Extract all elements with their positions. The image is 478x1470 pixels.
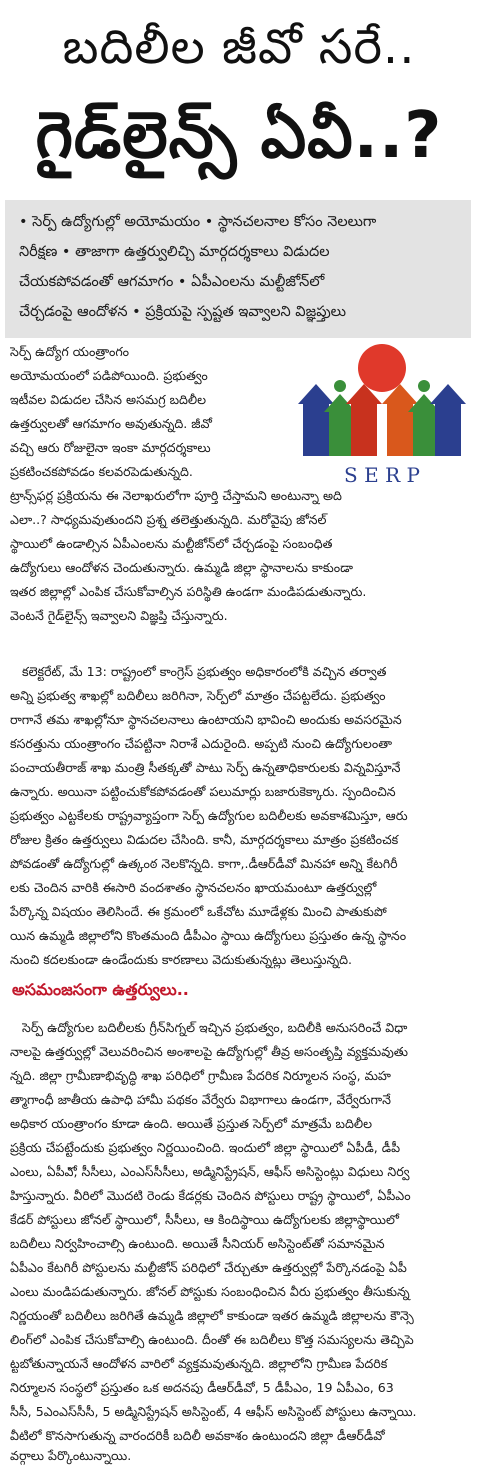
intro-line: స్థాయిలో ఉండాల్సిన ఏపీఎంలను మల్టీజోన్‌లో చేర్చడంపై సంబంధిత	[10, 536, 333, 551]
intro-line: అయోమయంలో పడిపోయింది. ప్రభుత్వం	[10, 368, 208, 383]
body-line: న్నది. జిల్లా గ్రామీణాభివృద్ధి శాఖ పరిధిలో గ్రామీణ పేదరిక నిర్మూలన సంస్థ, మహ	[10, 1068, 391, 1083]
body-line: అన్ని ప్రభుత్వ శాఖల్లో బదిలీలు జరిగినా, సెర్ప్‌లో మాత్రం చేపట్టలేదు. ప్రభుత్వం	[10, 688, 386, 703]
body-line: రోజుల క్రితం ఉత్తర్వులు విడుదల చేసింది. కానీ, మార్గదర్శకాలు మాత్రం ప్రకటించక	[10, 832, 399, 847]
body-line: ఉన్నారు. అయినా పట్టించుకోకపోవడంతో పలుమార్లు బజారుకెక్కారు. స్పందించిన	[10, 784, 396, 799]
intro-line: వచ్చి ఆరు రోజులైనా ఇంకా మార్గదర్శకాలు	[10, 440, 211, 455]
body-line: నిర్మూలన సంస్థలో ప్రస్తుతం ఒక అదనపు డీఆర్‌డీవో, 5 డీపీఎం, 19 ఏపీఎం, 63	[10, 1380, 394, 1395]
body-line: సెర్ప్ ఉద్యోగుల బదిలీలకు గ్రీన్‌సిగ్నల్ ఇచ్చిన ప్రభుత్వం, బదిలీకి అనుసరించే విధా	[22, 1020, 408, 1035]
body-line: ఎంలు మండిపడుతున్నారు. జోనల్ పోస్టుకు సంబంధించిన వీరు ప్రభుత్వం తీసుకున్న	[10, 1284, 410, 1299]
body-line: ప్రక్రియ చేపట్టేందుకు ప్రభుత్వం నిర్ణయించింది. ఇందులో జిల్లా స్థాయిలో ఏపీడీ, డీపీ	[10, 1140, 401, 1155]
body-line: నుంచి కదలకుండా ఉండేందుకు కారణాలు వెదుకుతున్నట్లు తెలుస్తున్నది.	[10, 952, 352, 967]
intro-line: ప్రకటించకపోవడం కలవరపెడుతున్నది.	[10, 464, 193, 479]
serp-logo-graphic	[294, 342, 470, 490]
body-line: లింగ్‌లో ఎంపిక చేసుకోవాల్సి ఉంటుంది. దీంతో ఈ బదిలీలు కొత్త సమస్యలను తెచ్చిపె	[10, 1332, 414, 1347]
body-line: కలెక్టరేట్, మే 13: రాష్ట్రంలో కాంగ్రెస్ ప్రభుత్వం అధికారంలోకి వచ్చిన తర్వాత	[22, 664, 387, 679]
body-line: ప్రభుత్వం ఎట్టకేలకు రాష్ట్రవ్యాప్తంగా సెర్ప్ ఉద్యోగుల బదిలీలకు అవకాశమిస్తూ, ఆరు	[10, 808, 408, 823]
section-subheading: అసమంజసంగా ఉత్తర్వులు..	[12, 980, 189, 999]
intro-line: ఉత్తర్వులతో ఆగమాగం అవుతున్నది. జీవో	[10, 416, 212, 431]
intro-line: ట్రాన్స్‌ఫర్ల ప్రక్రియను ఈ నెలాఖరులోగా పూర్తి చేస్తామని అంటున్నా అది	[10, 488, 342, 503]
body-line: త్మాగాంధీ జాతీయ ఉపాధి హామీ పథకం వేర్వేరు విభాగాలు ఉండగా, వేర్వేరుగానే	[10, 1092, 391, 1107]
headline-line-1: బదిలీల జీవో సరే..	[62, 19, 416, 75]
body-line: కేడర్ పోస్టులు జోనల్ స్థాయిలో, సీసీలు, ఆ కిందిస్థాయి ఉద్యోగులకు జిల్లాస్థాయిలో	[10, 1212, 399, 1227]
body-line: నాలపై ఉత్తర్వుల్లో వెలువరించిన అంశాలపై ఉద్యోగుల్లో తీవ్ర అసంతృప్తి వ్యక్తమవుతు	[10, 1044, 408, 1059]
body-line: సీసీ, 5ఎంఎస్‌సీసీ, 5 అడ్మినిస్ట్రేషన్ అసిస్టెంట్, 4 ఆఫీస్ అసిస్టెంట్ పోస్టులు ఉన్నాయి.	[10, 1404, 417, 1419]
headline-line-2: గైడ్‌లైన్స్ ఏవీ..?	[35, 99, 443, 173]
intro-line: ఉద్యోగులు ఆందోళన చెందుతున్నారు. ఉమ్మడి జిల్లా స్థానాలను కాకుండా	[10, 560, 354, 575]
body-line: పంచాయతీరాజ్ శాఖ మంత్రి సీతక్కతో పాటు సెర్ప్ ఉన్నతాధికారులకు విన్నవిస్తూనే	[10, 760, 401, 775]
body-line: నిర్ణయంతో బదిలీలు జరిగితే ఉమ్మడి జిల్లాలో కాకుండా ఇతర ఉమ్మడి జిల్లాలను కౌన్సె	[10, 1308, 414, 1323]
body-line: రాగానే తమ శాఖల్లోనూ స్థానచలనాలు ఉంటాయని భావించి అందుకు అవసరమైన	[10, 712, 402, 727]
serp-logo	[294, 342, 470, 490]
body-line: లకు చెందిన వారికి ఈసారి వందశాతం స్థానచలనం ఖాయమంటూ ఉత్తర్వుల్లో	[10, 880, 377, 895]
body-line: హిస్తున్నారు. వీరిలో మొదటి రెండు కేడర్లకు చెందిన పోస్టులు రాష్ట్ర స్థాయిలో, ఏపీఎం	[10, 1188, 411, 1203]
deck-line: • సెర్ప్ ఉద్యోగుల్లో అయోమయం • స్థానచలనాల కోసం నెలలుగా	[19, 214, 377, 230]
intro-line: వెంటనే గైడ్‌లైన్స్ ఇవ్వాలని విజ్ఞప్తి చేస్తున్నారు.	[10, 608, 228, 623]
body-line: ట్టబోతున్నాయనే ఆందోళన వారిలో వ్యక్తమవుతున్నది. జిల్లాలోని గ్రామీణ పేదరిక	[10, 1356, 388, 1371]
body-line: పేర్కొన్న విషయం తెలిసిందే. ఈ క్రమంలో ఒకేచోట మూడేళ్లకు మించి పాతుకుపో	[10, 904, 387, 919]
deck-line: నిరీక్షణ • తాజాగా ఉత్తర్వులిచ్చి మార్గదర్శకాలు విడుదల	[19, 244, 330, 260]
body-line: ఎంలు, ఏపీఎో, సీసీలు, ఎంఎస్‌సీసీలు, అడ్మినిస్ట్రేషన్, ఆఫీస్ అసిస్టెంట్లు విధులు నిర్వ	[10, 1164, 410, 1179]
deck-line: చేర్చడంపై ఆందోళన • ప్రక్రియపై స్పష్టత ఇవ్వాలని విజ్ఞప్తులు	[19, 304, 346, 320]
intro-line: ఇతర జిల్లాల్లో ఎంపిక చేసుకోవాల్సిన పరిస్థితి ఉండగా మండిపడుతున్నారు.	[10, 584, 367, 599]
body-line: బదిలీలు నిర్వహించాల్సి ఉంటుంది. అయితే సీనియర్ అసిస్టెంట్‌తో సమానమైన	[10, 1236, 385, 1251]
deck-box	[5, 200, 471, 338]
body-line: ఏపీఎం కేటగిరీ పోస్టులను మల్టీజోన్ పరిధిలో చేర్చుతూ ఉత్తర్వుల్లో పేర్కొనడంపై ఏపీ	[10, 1260, 407, 1275]
body-line: అధికార యంత్రాంగం కూడా ఉంది. అయితే ప్రస్తుత సెర్ప్‌లో మాత్రమే బదిలీల	[10, 1116, 372, 1131]
body-line: యిన ఉమ్మడి జిల్లాలోని కొంతమంది డీపీఎం స్థాయి ఉద్యోగులు ప్రస్తుతం ఉన్న స్థానం	[10, 928, 407, 943]
logo-text: S E R P	[344, 463, 420, 487]
body-line: కసరత్తును యంత్రాంగం చేపట్టినా నిరాశే ఎదురైంది. అప్పటి నుంచి ఉద్యోగులంతా	[10, 736, 392, 751]
intro-line: సెర్ప్ ఉద్యోగ యంత్రాంగం	[10, 344, 130, 359]
body-line: పోవడంతో ఉద్యోగుల్లో ఉత్కంఠ నెలకొన్నది. కాగా,.డీఆర్‌డీవో మినహా అన్ని కేటగిరీ	[10, 856, 398, 871]
deck-line: చేయకపోవడంతో ఆగమాగం • ఏపీఎంలను మల్టీజోన్‌లో	[19, 274, 325, 290]
body-line: వర్గాలు పేర్కొంటున్నాయి.	[10, 1448, 132, 1463]
body-line: వీటిలో కొనసాగుతున్న వారందరికీ బదిలీ అవకాశం ఉంటుందని జిల్లా డీఆర్‌డీవో	[10, 1428, 385, 1443]
intro-line: ఇటీవల విడుదల చేసిన అసమగ్ర బదిలీల	[10, 392, 207, 407]
intro-line: ఎలా..? సాధ్యమవుతుందని ప్రశ్న తలెత్తుతున్నది. మరోవైపు జోనల్	[10, 512, 327, 527]
